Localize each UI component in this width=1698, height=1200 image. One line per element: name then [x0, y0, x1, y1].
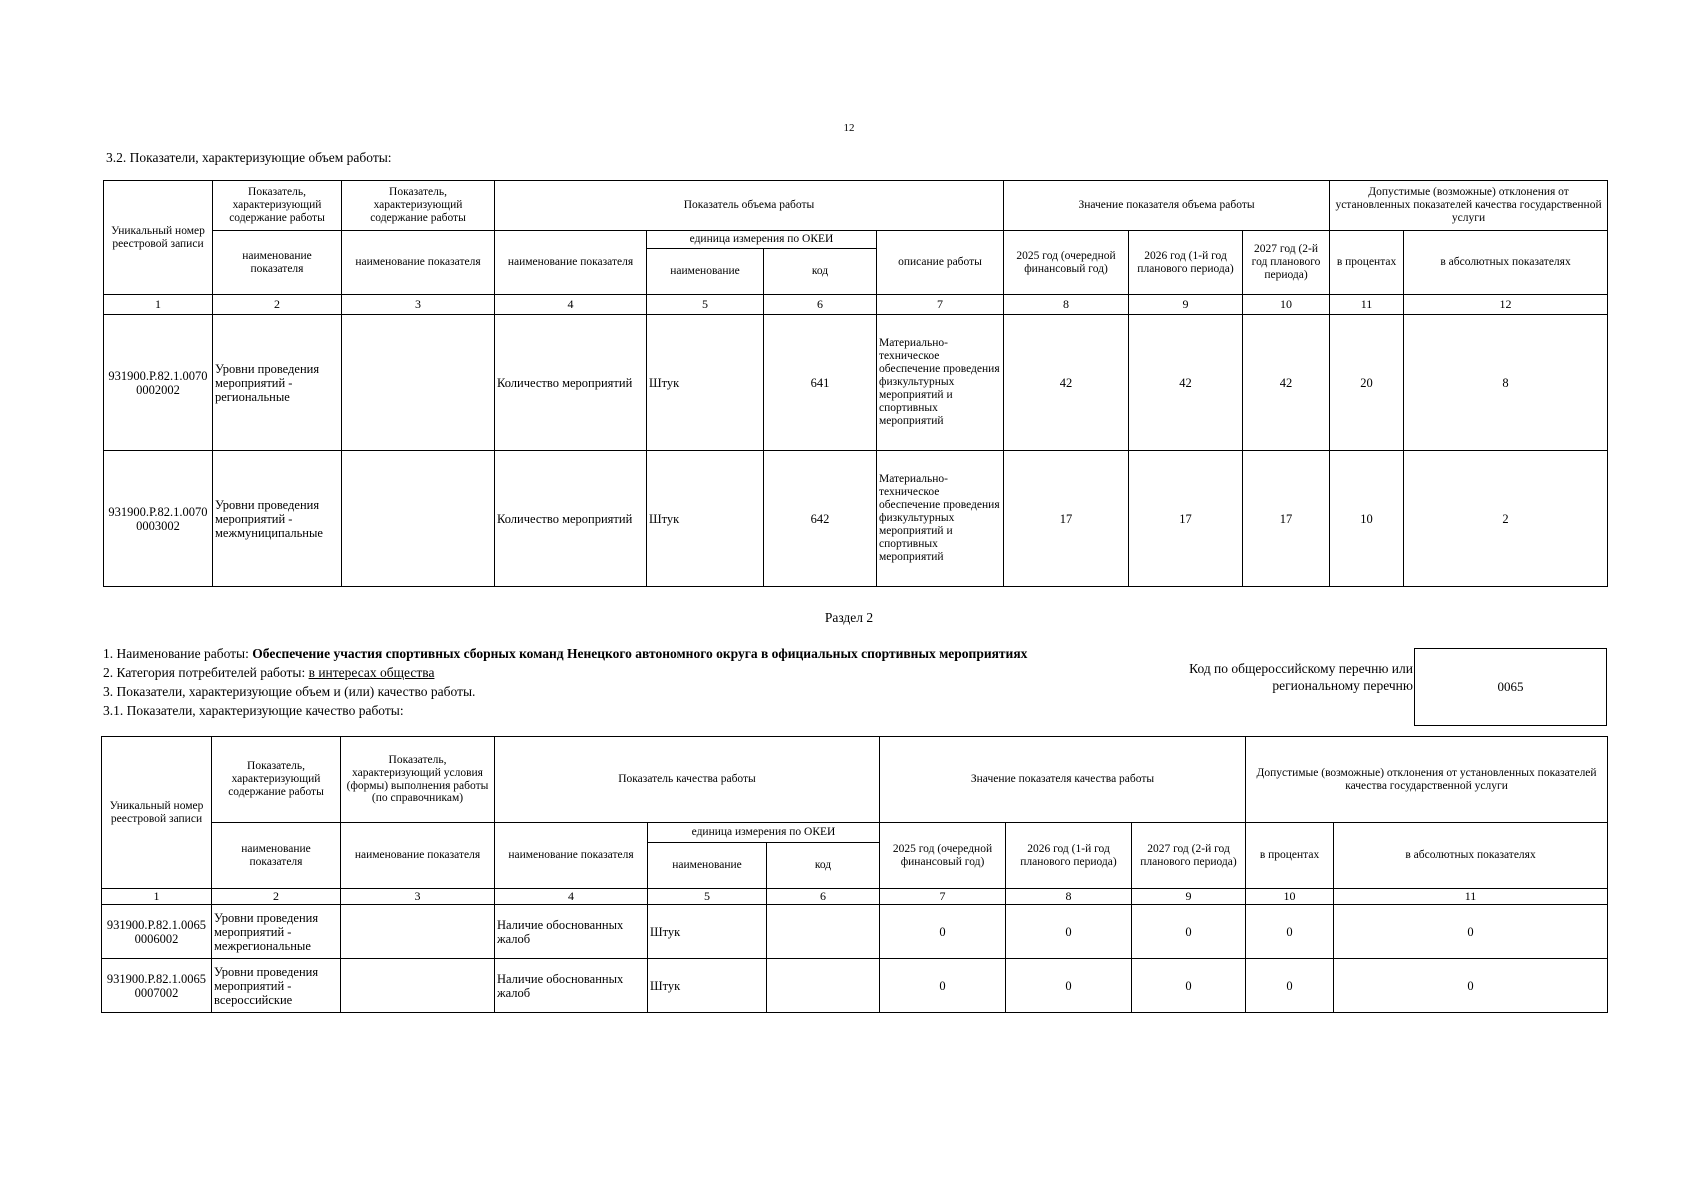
row-value-2025: 42	[1004, 315, 1129, 451]
col-num: 5	[647, 295, 764, 315]
row-code	[767, 905, 880, 959]
code-value: 0065	[1497, 679, 1524, 694]
row-code: 641	[764, 315, 877, 451]
header-content-indicator: Показатель, характеризующий содержание работы	[213, 181, 342, 231]
col-num: 12	[1404, 295, 1608, 315]
col-num: 4	[495, 889, 648, 905]
col-num: 10	[1246, 889, 1334, 905]
row-absolute: 0	[1334, 959, 1608, 1013]
col-num: 6	[767, 889, 880, 905]
col-num: 8	[1006, 889, 1132, 905]
header-name-of-indicator-2: наименование показателя	[341, 823, 495, 889]
table-row	[104, 451, 1608, 587]
header-year-2027: 2027 год (2-й год планового периода)	[1243, 231, 1330, 295]
header-deviations: Допустимые (возможные) отклонения от установленных показателей качества государственной услуги	[1330, 181, 1608, 231]
row-description: Материально-техническое обеспечение проведения физкультурных мероприятий и спортивных мероприятий	[877, 315, 1004, 451]
row-absolute: 2	[1404, 451, 1608, 587]
row-content-2	[342, 315, 495, 451]
row-percent: 0	[1246, 959, 1334, 1013]
header-percent: в процентах	[1330, 231, 1404, 295]
header-unique-number: Уникальный номер реестровой записи	[104, 181, 213, 295]
row-value-2026: 0	[1006, 905, 1132, 959]
col-num: 9	[1129, 295, 1243, 315]
header-name-of-indicator: наименование показателя	[213, 231, 342, 295]
row-id: 931900.Р.82.1.0065 0006002	[102, 905, 212, 959]
col-num: 6	[764, 295, 877, 315]
consumer-category-label: 2. Категория потребителей работы:	[103, 665, 309, 680]
col-num: 4	[495, 295, 647, 315]
header-unit-okei: единица измерения по ОКЕИ	[648, 823, 880, 843]
row-value-2026: 0	[1006, 959, 1132, 1013]
row-indicator: Количество мероприятий	[495, 315, 647, 451]
row-value-2026: 17	[1129, 451, 1243, 587]
section-2-title: Раздел 2	[824, 610, 874, 625]
volume-indicators-table	[103, 180, 1608, 587]
row-indicator: Количество мероприятий	[495, 451, 647, 587]
row-content: Уровни проведения мероприятий - региональные	[213, 315, 342, 451]
row-content: Уровни проведения мероприятий - всероссийские	[212, 959, 341, 1013]
page-number: 12	[843, 122, 855, 134]
code-label: Код по общероссийскому перечню или региональному перечню	[1189, 661, 1413, 693]
column-numbers-row	[104, 295, 1608, 315]
row-content-2	[342, 451, 495, 587]
row-percent: 20	[1330, 315, 1404, 451]
table-row	[102, 905, 1608, 959]
col-num: 3	[342, 295, 495, 315]
work-name-label: 1. Наименование работы:	[103, 646, 253, 661]
work-name-value: Обеспечение участия спортивных сборных команд Ненецкого автономного округа в официальных спортивных мероприятиях	[252, 646, 1028, 661]
header-unique-number: Уникальный номер реестровой записи	[102, 737, 212, 889]
row-id: 931900.Р.82.1.0065 0007002	[102, 959, 212, 1013]
quality-heading: 3.1. Показатели, характеризующие качество работы:	[103, 703, 404, 718]
row-value-2025: 17	[1004, 451, 1129, 587]
row-unit: Штук	[648, 905, 767, 959]
row-absolute: 0	[1334, 905, 1608, 959]
header-volume-value: Значение показателя объема работы	[1004, 181, 1330, 231]
col-num: 11	[1330, 295, 1404, 315]
row-condition	[341, 959, 495, 1013]
header-quality-value: Значение показателя качества работы	[880, 737, 1246, 823]
consumer-category-value: в интересах общества	[308, 665, 435, 680]
row-value-2025: 0	[880, 905, 1006, 959]
col-num: 1	[102, 889, 212, 905]
col-num: 8	[1004, 295, 1129, 315]
consumer-category-line	[103, 665, 434, 681]
row-indicator: Наличие обоснованных жалоб	[495, 905, 648, 959]
header-year-2027: 2027 год (2-й год планового периода)	[1132, 823, 1246, 889]
header-work-description: описание работы	[877, 231, 1004, 295]
col-num: 2	[213, 295, 342, 315]
row-condition	[341, 905, 495, 959]
header-year-2026: 2026 год (1-й год планового периода)	[1006, 823, 1132, 889]
header-name-of-indicator-3: наименование показателя	[495, 231, 647, 295]
header-deviations: Допустимые (возможные) отклонения от установленных показателей качества государственной услуги	[1246, 737, 1608, 823]
row-unit: Штук	[648, 959, 767, 1013]
row-content: Уровни проведения мероприятий - межмуниципальные	[213, 451, 342, 587]
header-year-2025: 2025 год (очередной финансовый год)	[1004, 231, 1129, 295]
header-quality-indicator: Показатель качества работы	[495, 737, 880, 823]
header-unit-name: наименование	[647, 249, 764, 295]
column-numbers-row	[102, 889, 1608, 905]
header-percent: в процентах	[1246, 823, 1334, 889]
header-unit-okei: единица измерения по ОКЕИ	[647, 231, 877, 249]
header-absolute: в абсолютных показателях	[1404, 231, 1608, 295]
header-unit-name: наименование	[648, 843, 767, 889]
row-description: Материально-техническое обеспечение проведения физкультурных мероприятий и спортивных мероприятий	[877, 451, 1004, 587]
row-value-2025: 0	[880, 959, 1006, 1013]
row-unit: Штук	[647, 315, 764, 451]
row-indicator: Наличие обоснованных жалоб	[495, 959, 648, 1013]
code-value-box	[1414, 648, 1607, 726]
header-absolute: в абсолютных показателях	[1334, 823, 1608, 889]
indicators-line: 3. Показатели, характеризующие объем и (или) качество работы.	[103, 684, 476, 699]
table-row	[102, 959, 1608, 1013]
col-num: 7	[880, 889, 1006, 905]
table-row	[104, 315, 1608, 451]
header-year-2025: 2025 год (очередной финансовый год)	[880, 823, 1006, 889]
header-name-of-indicator-2: наименование показателя	[342, 231, 495, 295]
header-name-of-indicator-3: наименование показателя	[495, 823, 648, 889]
row-id: 931900.Р.82.1.0070 0003002	[104, 451, 213, 587]
work-name-line	[103, 646, 1027, 662]
row-value-2027: 0	[1132, 905, 1246, 959]
header-unit-code: код	[764, 249, 877, 295]
section-heading-volume: 3.2. Показатели, характеризующие объем работы:	[106, 150, 392, 165]
header-unit-code: код	[767, 843, 880, 889]
header-condition-indicator: Показатель, характеризующий условия (формы) выполнения работы (по справочникам)	[341, 737, 495, 823]
quality-indicators-table	[101, 736, 1608, 1013]
col-num: 10	[1243, 295, 1330, 315]
row-percent: 10	[1330, 451, 1404, 587]
row-code	[767, 959, 880, 1013]
header-year-2026: 2026 год (1-й год планового периода)	[1129, 231, 1243, 295]
row-content: Уровни проведения мероприятий - межрегиональные	[212, 905, 341, 959]
col-num: 11	[1334, 889, 1608, 905]
header-name-of-indicator: наименование показателя	[212, 823, 341, 889]
row-id: 931900.Р.82.1.0070 0002002	[104, 315, 213, 451]
header-volume-indicator: Показатель объема работы	[495, 181, 1004, 231]
header-content-indicator: Показатель, характеризующий содержание работы	[212, 737, 341, 823]
col-num: 1	[104, 295, 213, 315]
header-content-indicator-2: Показатель, характеризующий содержание работы	[342, 181, 495, 231]
row-code: 642	[764, 451, 877, 587]
row-absolute: 8	[1404, 315, 1608, 451]
row-value-2027: 42	[1243, 315, 1330, 451]
row-value-2027: 17	[1243, 451, 1330, 587]
row-value-2026: 42	[1129, 315, 1243, 451]
row-percent: 0	[1246, 905, 1334, 959]
col-num: 2	[212, 889, 341, 905]
col-num: 5	[648, 889, 767, 905]
col-num: 3	[341, 889, 495, 905]
col-num: 9	[1132, 889, 1246, 905]
row-value-2027: 0	[1132, 959, 1246, 1013]
col-num: 7	[877, 295, 1004, 315]
row-unit: Штук	[647, 451, 764, 587]
